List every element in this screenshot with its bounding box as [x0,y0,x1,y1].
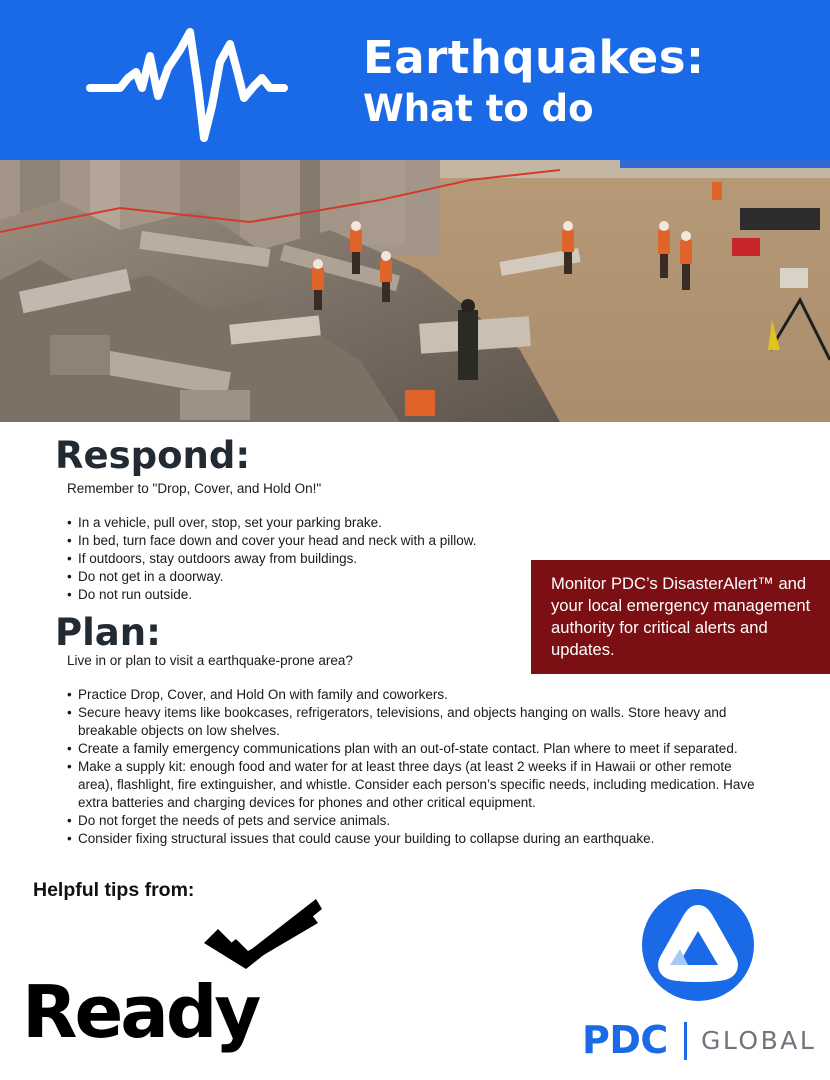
list-item: • Consider fixing structural issues that could cause your building to collapse during an earthquake. [67,830,757,848]
list-item: • If outdoors, stay outdoors away from buildings. [67,550,537,568]
checkmark-icon [200,895,326,975]
header-banner [0,0,830,160]
pdc-logo-name: PDC [582,1018,668,1062]
respond-heading: Respond: [55,434,251,477]
pdc-emblem-icon [640,887,756,1003]
list-item: • Practice Drop, Cover, and Hold On with family and coworkers. [67,686,757,704]
list-item: • Do not forget the needs of pets and service animals. [67,812,757,830]
plan-heading: Plan: [55,611,161,654]
earthquake-rubble-photo [0,160,830,422]
seismograph-wave-icon [84,22,290,146]
list-item: • In bed, turn face down and cover your head and neck with a pillow. [67,532,537,550]
list-item: • Secure heavy items like bookcases, refrigerators, televisions, and objects hanging on walls. Store heavy and breakable objects on low shelves. [67,704,757,740]
pdc-logo-divider [684,1022,687,1060]
list-item: • In a vehicle, pull over, stop, set your parking brake. [67,514,537,532]
list-item: • Create a family emergency communications plan with an out-of-state contact. Plan where to meet if separated. [67,740,757,758]
pdc-logo-global: GLOBAL [701,1026,817,1055]
list-item: • Do not get in a doorway. [67,568,537,586]
respond-list [67,514,537,604]
callout-text: Monitor PDC’s DisasterAlert™ and your local emergency management authority for critical alerts and updates. [551,574,811,659]
helpful-tips-label: Helpful tips from: [33,879,195,901]
list-item: • Make a supply kit: enough food and water for at least three days (at least 2 weeks if in Hawaii or other remote area), flashlight, fire extinguisher, and whistle. Consider each person’s specific needs, including medication. Have extra batteries and charging devices for phones and other critical equipment. [67,758,757,812]
page-subtitle: What to do [363,87,594,130]
list-item: • Do not run outside. [67,586,537,604]
respond-intro: Remember to "Drop, Cover, and Hold On!" [67,481,322,496]
page-title: Earthquakes: [363,31,705,84]
plan-intro: Live in or plan to visit a earthquake-prone area? [67,653,353,668]
ready-logo: Ready [22,970,259,1054]
disasteralert-callout [531,560,830,674]
plan-list [67,686,757,848]
